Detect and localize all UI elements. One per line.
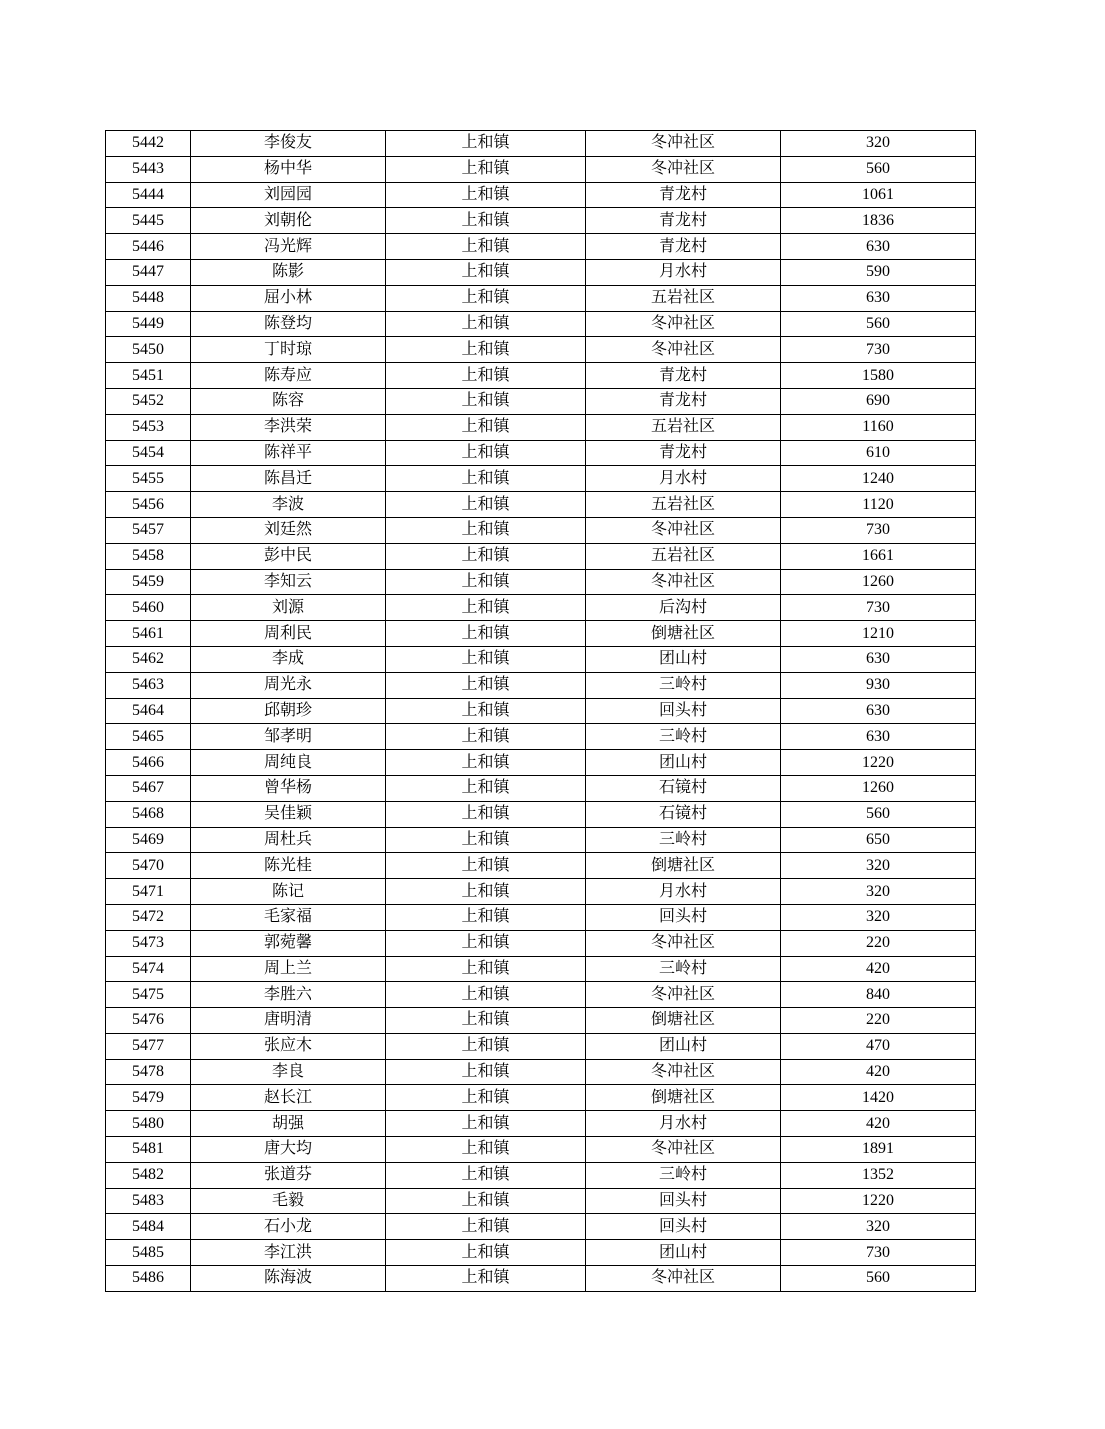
cell-id: 5484 — [106, 1214, 191, 1240]
cell-town: 上和镇 — [386, 904, 586, 930]
cell-village: 青龙村 — [586, 182, 781, 208]
cell-town: 上和镇 — [386, 1085, 586, 1111]
cell-name: 周纯良 — [191, 750, 386, 776]
table-row — [106, 827, 976, 853]
cell-village: 回头村 — [586, 904, 781, 930]
cell-town: 上和镇 — [386, 621, 586, 647]
cell-name: 胡强 — [191, 1111, 386, 1137]
cell-village: 青龙村 — [586, 234, 781, 260]
cell-name: 杨中华 — [191, 156, 386, 182]
cell-town: 上和镇 — [386, 982, 586, 1008]
cell-name: 周利民 — [191, 621, 386, 647]
cell-village: 回头村 — [586, 1214, 781, 1240]
cell-amount: 1420 — [781, 1085, 976, 1111]
cell-id: 5453 — [106, 414, 191, 440]
cell-amount: 590 — [781, 259, 976, 285]
cell-town: 上和镇 — [386, 1266, 586, 1292]
cell-id: 5461 — [106, 621, 191, 647]
cell-village: 倒塘社区 — [586, 853, 781, 879]
cell-town: 上和镇 — [386, 1188, 586, 1214]
cell-id: 5444 — [106, 182, 191, 208]
cell-amount: 220 — [781, 1008, 976, 1034]
cell-id: 5467 — [106, 775, 191, 801]
cell-village: 月水村 — [586, 879, 781, 905]
cell-village: 倒塘社区 — [586, 1008, 781, 1034]
cell-id: 5449 — [106, 311, 191, 337]
cell-town: 上和镇 — [386, 388, 586, 414]
cell-town: 上和镇 — [386, 414, 586, 440]
cell-name: 刘廷然 — [191, 517, 386, 543]
cell-name: 刘源 — [191, 595, 386, 621]
cell-village: 石镜村 — [586, 801, 781, 827]
cell-name: 郭菀馨 — [191, 930, 386, 956]
cell-village: 青龙村 — [586, 208, 781, 234]
table-row — [106, 337, 976, 363]
cell-village: 团山村 — [586, 1240, 781, 1266]
table-row — [106, 956, 976, 982]
cell-village: 月水村 — [586, 466, 781, 492]
cell-amount: 320 — [781, 131, 976, 157]
cell-id: 5476 — [106, 1008, 191, 1034]
cell-town: 上和镇 — [386, 750, 586, 776]
cell-name: 李知云 — [191, 569, 386, 595]
cell-amount: 1891 — [781, 1137, 976, 1163]
cell-amount: 420 — [781, 1059, 976, 1085]
cell-id: 5446 — [106, 234, 191, 260]
cell-amount: 560 — [781, 1266, 976, 1292]
cell-id: 5454 — [106, 440, 191, 466]
cell-town: 上和镇 — [386, 595, 586, 621]
table-row — [106, 750, 976, 776]
cell-name: 丁时琼 — [191, 337, 386, 363]
cell-id: 5480 — [106, 1111, 191, 1137]
table-row — [106, 1059, 976, 1085]
cell-name: 石小龙 — [191, 1214, 386, 1240]
cell-amount: 1352 — [781, 1162, 976, 1188]
cell-village: 五岩社区 — [586, 285, 781, 311]
cell-village: 冬冲社区 — [586, 156, 781, 182]
cell-village: 五岩社区 — [586, 414, 781, 440]
table-row — [106, 492, 976, 518]
cell-id: 5447 — [106, 259, 191, 285]
cell-town: 上和镇 — [386, 517, 586, 543]
table-row — [106, 1085, 976, 1111]
table-row — [106, 517, 976, 543]
cell-town: 上和镇 — [386, 259, 586, 285]
cell-name: 陈登均 — [191, 311, 386, 337]
cell-amount: 1061 — [781, 182, 976, 208]
cell-town: 上和镇 — [386, 363, 586, 389]
cell-name: 毛毅 — [191, 1188, 386, 1214]
cell-name: 陈光桂 — [191, 853, 386, 879]
cell-village: 月水村 — [586, 259, 781, 285]
cell-amount: 1220 — [781, 1188, 976, 1214]
cell-amount: 730 — [781, 337, 976, 363]
cell-id: 5458 — [106, 543, 191, 569]
records-table — [105, 130, 976, 1292]
cell-id: 5457 — [106, 517, 191, 543]
cell-village: 月水村 — [586, 1111, 781, 1137]
cell-town: 上和镇 — [386, 311, 586, 337]
cell-village: 冬冲社区 — [586, 311, 781, 337]
cell-id: 5463 — [106, 672, 191, 698]
cell-name: 邹孝明 — [191, 724, 386, 750]
table-row — [106, 801, 976, 827]
cell-name: 陈影 — [191, 259, 386, 285]
table-row — [106, 414, 976, 440]
cell-id: 5474 — [106, 956, 191, 982]
cell-amount: 1661 — [781, 543, 976, 569]
table-row — [106, 131, 976, 157]
table-row — [106, 724, 976, 750]
table-row — [106, 930, 976, 956]
cell-id: 5450 — [106, 337, 191, 363]
cell-id: 5455 — [106, 466, 191, 492]
cell-village: 冬冲社区 — [586, 131, 781, 157]
cell-village: 团山村 — [586, 1033, 781, 1059]
cell-town: 上和镇 — [386, 646, 586, 672]
cell-town: 上和镇 — [386, 234, 586, 260]
cell-town: 上和镇 — [386, 1162, 586, 1188]
cell-town: 上和镇 — [386, 466, 586, 492]
table-row — [106, 466, 976, 492]
cell-id: 5478 — [106, 1059, 191, 1085]
cell-town: 上和镇 — [386, 131, 586, 157]
cell-name: 周杜兵 — [191, 827, 386, 853]
cell-id: 5475 — [106, 982, 191, 1008]
cell-name: 李俊友 — [191, 131, 386, 157]
cell-village: 三岭村 — [586, 1162, 781, 1188]
cell-town: 上和镇 — [386, 827, 586, 853]
cell-town: 上和镇 — [386, 698, 586, 724]
cell-amount: 1220 — [781, 750, 976, 776]
cell-town: 上和镇 — [386, 853, 586, 879]
cell-town: 上和镇 — [386, 672, 586, 698]
cell-village: 回头村 — [586, 698, 781, 724]
cell-amount: 630 — [781, 646, 976, 672]
cell-village: 冬冲社区 — [586, 930, 781, 956]
cell-village: 三岭村 — [586, 956, 781, 982]
cell-id: 5482 — [106, 1162, 191, 1188]
cell-amount: 610 — [781, 440, 976, 466]
cell-name: 李江洪 — [191, 1240, 386, 1266]
table-row — [106, 1214, 976, 1240]
cell-amount: 1120 — [781, 492, 976, 518]
cell-id: 5472 — [106, 904, 191, 930]
table-row — [106, 621, 976, 647]
table-row — [106, 904, 976, 930]
cell-name: 唐大均 — [191, 1137, 386, 1163]
cell-amount: 320 — [781, 879, 976, 905]
cell-town: 上和镇 — [386, 801, 586, 827]
cell-town: 上和镇 — [386, 156, 586, 182]
cell-town: 上和镇 — [386, 1033, 586, 1059]
table-row — [106, 1137, 976, 1163]
cell-id: 5465 — [106, 724, 191, 750]
cell-amount: 470 — [781, 1033, 976, 1059]
cell-amount: 730 — [781, 1240, 976, 1266]
cell-amount: 560 — [781, 156, 976, 182]
cell-id: 5464 — [106, 698, 191, 724]
cell-name: 陈海波 — [191, 1266, 386, 1292]
table-row — [106, 569, 976, 595]
cell-id: 5481 — [106, 1137, 191, 1163]
cell-amount: 1580 — [781, 363, 976, 389]
cell-name: 陈祥平 — [191, 440, 386, 466]
cell-name: 李成 — [191, 646, 386, 672]
cell-village: 后沟村 — [586, 595, 781, 621]
cell-town: 上和镇 — [386, 879, 586, 905]
cell-amount: 1260 — [781, 775, 976, 801]
cell-village: 回头村 — [586, 1188, 781, 1214]
table-row — [106, 698, 976, 724]
table-row — [106, 853, 976, 879]
cell-name: 张道芬 — [191, 1162, 386, 1188]
table-row — [106, 1033, 976, 1059]
cell-id: 5442 — [106, 131, 191, 157]
cell-id: 5443 — [106, 156, 191, 182]
cell-id: 5448 — [106, 285, 191, 311]
cell-amount: 690 — [781, 388, 976, 414]
cell-amount: 420 — [781, 1111, 976, 1137]
cell-village: 冬冲社区 — [586, 337, 781, 363]
cell-id: 5452 — [106, 388, 191, 414]
cell-town: 上和镇 — [386, 569, 586, 595]
cell-amount: 1160 — [781, 414, 976, 440]
table-row — [106, 182, 976, 208]
cell-name: 曾华杨 — [191, 775, 386, 801]
cell-amount: 1210 — [781, 621, 976, 647]
cell-village: 冬冲社区 — [586, 1266, 781, 1292]
cell-name: 邱朝珍 — [191, 698, 386, 724]
table-row — [106, 311, 976, 337]
cell-name: 张应木 — [191, 1033, 386, 1059]
cell-amount: 560 — [781, 801, 976, 827]
cell-village: 冬冲社区 — [586, 1137, 781, 1163]
cell-amount: 840 — [781, 982, 976, 1008]
cell-town: 上和镇 — [386, 956, 586, 982]
cell-village: 倒塘社区 — [586, 621, 781, 647]
table-row — [106, 595, 976, 621]
cell-amount: 220 — [781, 930, 976, 956]
table-row — [106, 1162, 976, 1188]
cell-id: 5459 — [106, 569, 191, 595]
cell-name: 李胜六 — [191, 982, 386, 1008]
cell-name: 李洪荣 — [191, 414, 386, 440]
cell-town: 上和镇 — [386, 440, 586, 466]
cell-town: 上和镇 — [386, 285, 586, 311]
cell-amount: 560 — [781, 311, 976, 337]
cell-village: 三岭村 — [586, 827, 781, 853]
cell-village: 团山村 — [586, 750, 781, 776]
cell-id: 5469 — [106, 827, 191, 853]
table-row — [106, 363, 976, 389]
cell-amount: 930 — [781, 672, 976, 698]
cell-amount: 1240 — [781, 466, 976, 492]
table-row — [106, 234, 976, 260]
cell-village: 五岩社区 — [586, 543, 781, 569]
table-row — [106, 259, 976, 285]
cell-amount: 1260 — [781, 569, 976, 595]
cell-id: 5485 — [106, 1240, 191, 1266]
cell-village: 倒塘社区 — [586, 1085, 781, 1111]
table-row — [106, 1008, 976, 1034]
cell-name: 刘园园 — [191, 182, 386, 208]
cell-id: 5462 — [106, 646, 191, 672]
cell-name: 冯光辉 — [191, 234, 386, 260]
table-row — [106, 285, 976, 311]
cell-name: 陈寿应 — [191, 363, 386, 389]
cell-amount: 630 — [781, 698, 976, 724]
cell-town: 上和镇 — [386, 724, 586, 750]
cell-town: 上和镇 — [386, 543, 586, 569]
table-row — [106, 1266, 976, 1292]
cell-town: 上和镇 — [386, 1137, 586, 1163]
cell-town: 上和镇 — [386, 1111, 586, 1137]
cell-name: 毛家福 — [191, 904, 386, 930]
cell-town: 上和镇 — [386, 182, 586, 208]
table-row — [106, 1111, 976, 1137]
cell-village: 三岭村 — [586, 672, 781, 698]
cell-id: 5456 — [106, 492, 191, 518]
cell-name: 周光永 — [191, 672, 386, 698]
cell-town: 上和镇 — [386, 208, 586, 234]
table-row — [106, 440, 976, 466]
cell-id: 5486 — [106, 1266, 191, 1292]
cell-name: 陈容 — [191, 388, 386, 414]
cell-id: 5471 — [106, 879, 191, 905]
cell-village: 冬冲社区 — [586, 1059, 781, 1085]
cell-id: 5460 — [106, 595, 191, 621]
cell-name: 周上兰 — [191, 956, 386, 982]
table-body — [106, 131, 976, 1292]
cell-town: 上和镇 — [386, 930, 586, 956]
cell-name: 赵长江 — [191, 1085, 386, 1111]
table-row — [106, 646, 976, 672]
cell-name: 李良 — [191, 1059, 386, 1085]
cell-village: 冬冲社区 — [586, 569, 781, 595]
cell-name: 唐明清 — [191, 1008, 386, 1034]
cell-village: 五岩社区 — [586, 492, 781, 518]
cell-village: 团山村 — [586, 646, 781, 672]
cell-amount: 630 — [781, 285, 976, 311]
cell-name: 吴佳颖 — [191, 801, 386, 827]
cell-town: 上和镇 — [386, 1008, 586, 1034]
cell-village: 石镜村 — [586, 775, 781, 801]
cell-village: 青龙村 — [586, 388, 781, 414]
cell-village: 青龙村 — [586, 363, 781, 389]
cell-name: 陈昌迁 — [191, 466, 386, 492]
cell-town: 上和镇 — [386, 1059, 586, 1085]
table-row — [106, 1188, 976, 1214]
cell-amount: 730 — [781, 595, 976, 621]
cell-amount: 1836 — [781, 208, 976, 234]
cell-id: 5483 — [106, 1188, 191, 1214]
cell-id: 5477 — [106, 1033, 191, 1059]
table-row — [106, 982, 976, 1008]
table-row — [106, 543, 976, 569]
cell-town: 上和镇 — [386, 492, 586, 518]
cell-amount: 650 — [781, 827, 976, 853]
cell-id: 5451 — [106, 363, 191, 389]
cell-amount: 630 — [781, 724, 976, 750]
table-row — [106, 388, 976, 414]
table-row — [106, 208, 976, 234]
cell-amount: 320 — [781, 853, 976, 879]
cell-name: 彭中民 — [191, 543, 386, 569]
cell-name: 陈记 — [191, 879, 386, 905]
cell-amount: 730 — [781, 517, 976, 543]
table-row — [106, 672, 976, 698]
cell-town: 上和镇 — [386, 775, 586, 801]
cell-id: 5466 — [106, 750, 191, 776]
cell-name: 李波 — [191, 492, 386, 518]
cell-id: 5479 — [106, 1085, 191, 1111]
cell-amount: 320 — [781, 904, 976, 930]
cell-amount: 320 — [781, 1214, 976, 1240]
cell-id: 5468 — [106, 801, 191, 827]
table-row — [106, 156, 976, 182]
cell-name: 屈小林 — [191, 285, 386, 311]
cell-town: 上和镇 — [386, 337, 586, 363]
cell-town: 上和镇 — [386, 1240, 586, 1266]
cell-amount: 630 — [781, 234, 976, 260]
cell-village: 青龙村 — [586, 440, 781, 466]
cell-name: 刘朝伦 — [191, 208, 386, 234]
cell-village: 冬冲社区 — [586, 982, 781, 1008]
cell-village: 冬冲社区 — [586, 517, 781, 543]
cell-amount: 420 — [781, 956, 976, 982]
cell-id: 5445 — [106, 208, 191, 234]
cell-id: 5470 — [106, 853, 191, 879]
cell-village: 三岭村 — [586, 724, 781, 750]
table-row — [106, 1240, 976, 1266]
table-row — [106, 879, 976, 905]
table-row — [106, 775, 976, 801]
cell-id: 5473 — [106, 930, 191, 956]
cell-town: 上和镇 — [386, 1214, 586, 1240]
